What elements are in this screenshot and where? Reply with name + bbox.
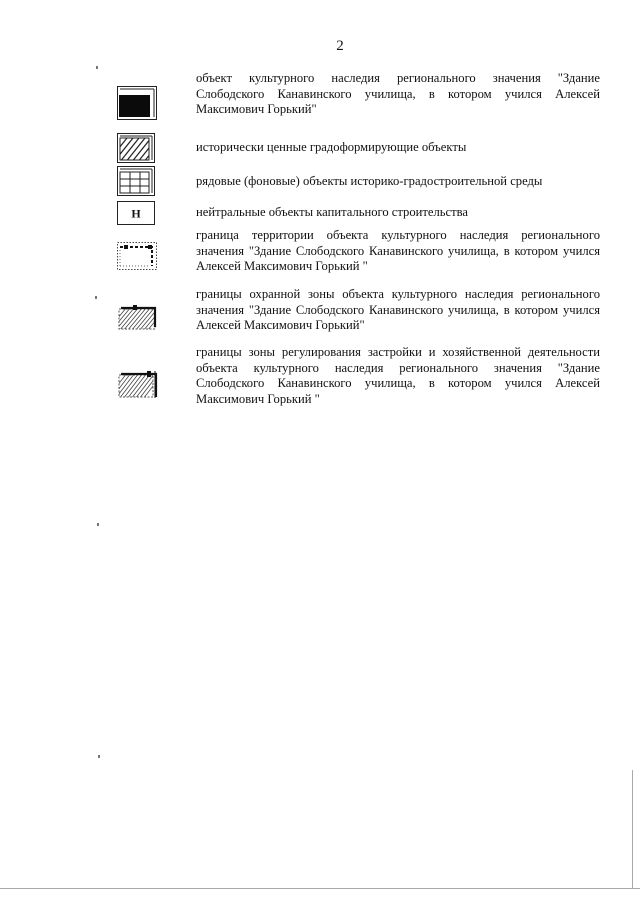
legend-text-heritage-object: объект культурного наследия регионального значения "Здание Слободского Канавинского училища, в котором учился Алексей Максимович Горький" — [196, 71, 600, 116]
legend-text-background-objects: рядовые (фоновые) объекты историко-градостроительной среды — [196, 174, 543, 188]
protection-zone-boundary-icon — [117, 303, 159, 331]
scan-edge-line — [0, 888, 640, 889]
diagonal-hatch-block-icon — [117, 133, 155, 163]
h-letter-block-icon — [117, 201, 155, 225]
regulation-zone-boundary-icon — [117, 369, 159, 399]
h-letter-label: Н — [131, 206, 141, 221]
solid-black-block-icon — [117, 86, 157, 120]
legend-text-valuable-objects: исторически ценные градоформирующие объекты — [196, 140, 467, 154]
legend-text-protection-zone: границы охранной зоны объекта культурного наследия регионального значения "Здание Слободского Канавинского училища, в котором учился Алексей Максимович Горький" — [196, 287, 600, 332]
scan-speck — [96, 66, 98, 69]
legend-text-territory-boundary: граница территории объекта культурного наследия регионального значения "Здание Слободского Канавинского училища, в котором учился Алексей Максимович Горький " — [196, 228, 600, 273]
scan-speck — [97, 523, 99, 526]
scan-speck — [98, 755, 100, 758]
legend-text-regulation-zone: границы зоны регулирования застройки и хозяйственной деятельности объекта культурного наследия регионального значения "Здание Слободского Канавинского училища, в котором учился Алексей Максимович Горький " — [196, 345, 600, 406]
grid-block-icon — [117, 166, 155, 196]
scan-edge-line — [632, 770, 633, 888]
legend-text-neutral-objects: нейтральные объекты капитального строительства — [196, 205, 468, 219]
dotted-territory-boundary-icon — [117, 242, 157, 270]
scan-speck — [95, 296, 97, 299]
page-number: 2 — [336, 38, 344, 54]
